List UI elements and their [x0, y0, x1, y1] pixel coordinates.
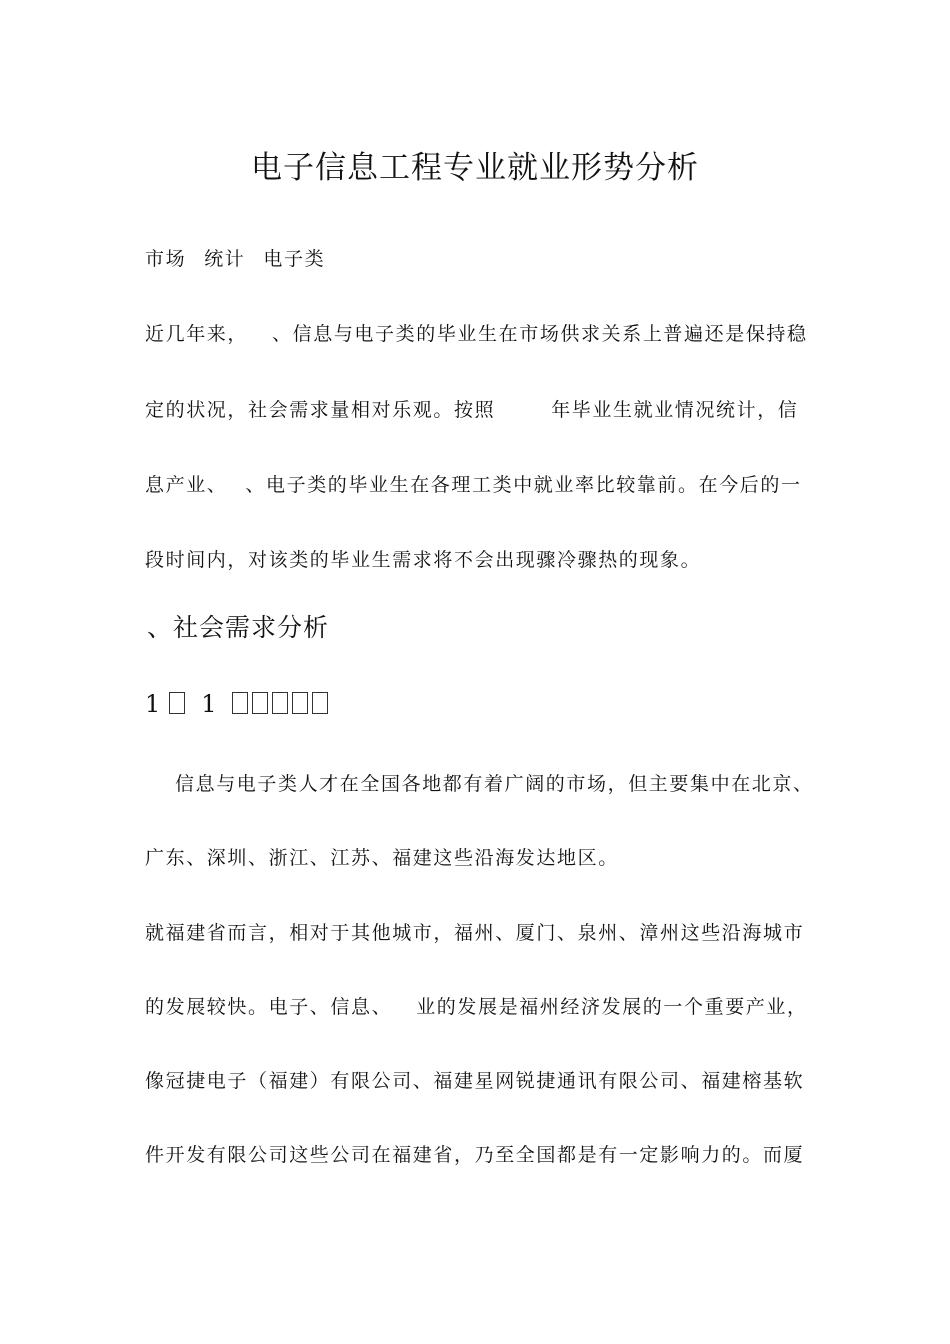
missing-glyph-box: [272, 692, 288, 714]
missing-glyph-box: [232, 692, 248, 714]
keyword: 统计: [204, 248, 246, 270]
missing-glyph-box: [169, 692, 185, 714]
subsection-heading: 1 1: [145, 688, 330, 720]
paragraph-line: 就福建省而言，相对于其他城市，福州、厦门、泉州、漳州这些沿海城市: [145, 922, 805, 944]
missing-glyph-box: [312, 692, 328, 714]
section-heading: 、社会需求分析: [147, 613, 330, 642]
paragraph-line: 信息与电子类人才在全国各地都有着广阔的市场，但主要集中在北京、: [175, 773, 814, 795]
paragraph-line: 广东、深圳、浙江、江苏、福建这些沿海发达地区。: [145, 847, 619, 869]
keyword: 电子类: [263, 248, 326, 270]
paragraph-line: 的发展较快。电子、信息、 业的发展是福州经济发展的一个重要产业，: [145, 996, 808, 1018]
paragraph-line: 件开发有限公司这些公司在福建省，乃至全国都是有一定影响力的。而厦: [145, 1144, 805, 1166]
missing-glyph-box: [252, 692, 268, 714]
intro-line: 近几年来， 、信息与电子类的毕业生在市场供求关系上普遍还是保持稳: [145, 323, 808, 345]
keyword: 市场: [145, 248, 187, 270]
intro-line: 定的状况，社会需求量相对乐观。按照 年毕业生就业情况统计，信: [145, 399, 799, 421]
paragraph-line: 像冠捷电子（福建）有限公司、福建星网锐捷通讯有限公司、福建榕基软: [145, 1070, 805, 1092]
missing-glyph-box: [292, 692, 308, 714]
intro-line: 段时间内，对该类的毕业生需求将不会出现骤冷骤热的现象。: [145, 549, 702, 571]
page-title: 电子信息工程专业就业形势分析: [251, 150, 699, 186]
intro-line: 息产业、 、电子类的毕业生在各理工类中就业率比较靠前。在今后的一: [145, 474, 802, 496]
keywords-line: [145, 245, 810, 273]
